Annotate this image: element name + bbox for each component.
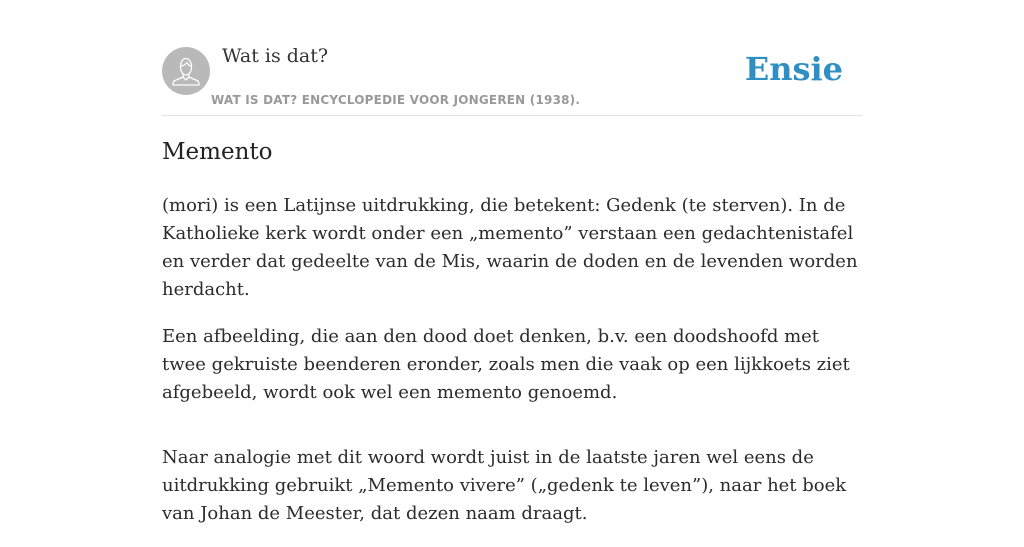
- source-label: WAT IS DAT? ENCYCLOPEDIE VOOR JONGEREN (1938).: [211, 93, 581, 107]
- avatar[interactable]: [162, 47, 210, 95]
- article-body: [162, 192, 862, 547]
- user-silhouette-icon: [162, 47, 210, 95]
- article-paragraph: (mori) is een Latijnse uitdrukking, die betekent: Gedenk (te sterven). In de Katholieke kerk wordt onder een „memento” verstaan een gedachtenistafel en verder dat gedeelte van de Mis, waarin de doden en de levenden worden herdacht.: [162, 195, 858, 300]
- article-paragraph: Naar analogie met dit woord wordt juist in de laatste jaren wel eens de uitdrukking gebruikt „Memento vivere” („gedenk te leven”), naar het boek van Johan de Meester, dat dezen naam draagt.: [162, 447, 847, 524]
- article-title: Memento: [162, 139, 273, 165]
- article-header: [162, 40, 862, 116]
- author-name[interactable]: Wat is dat?: [222, 45, 329, 67]
- article-paragraph: Een afbeelding, die aan den dood doet denken, b.v. een doodshoofd met twee gekruiste beenderen eronder, zoals men die vaak op een lijkkoets ziet afgebeeld, wordt ook wel een memento genoemd.: [162, 326, 850, 403]
- brand-logo[interactable]: Ensie: [744, 50, 843, 88]
